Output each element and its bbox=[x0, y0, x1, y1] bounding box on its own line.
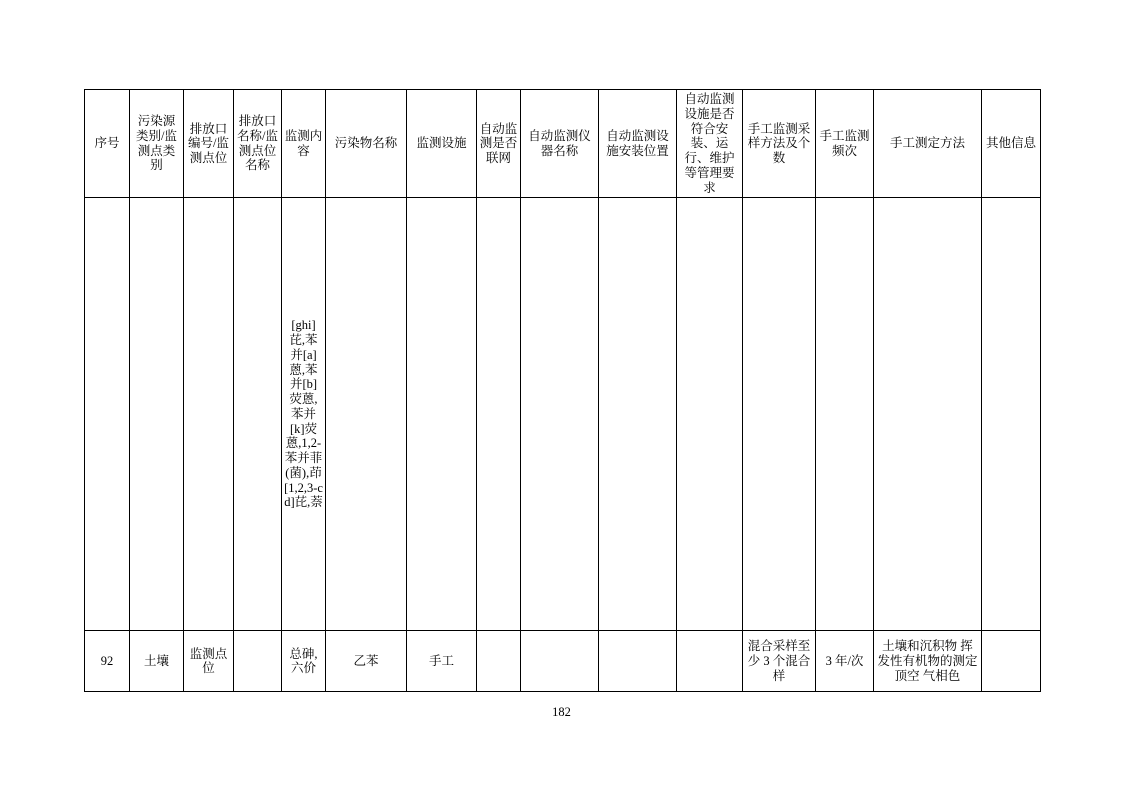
column-header-monitor-content: 监测内容 bbox=[282, 90, 326, 198]
cell-index bbox=[85, 198, 130, 631]
cell-pollutant-name bbox=[326, 198, 407, 631]
column-header-manual-method: 手工测定方法 bbox=[874, 90, 982, 198]
cell-monitor-content: 总砷,六价 bbox=[282, 631, 326, 692]
column-header-index: 序号 bbox=[85, 90, 130, 198]
cell-manual-frequency bbox=[816, 198, 874, 631]
cell-manual-method bbox=[874, 198, 982, 631]
monitoring-requirements-table bbox=[84, 89, 1041, 692]
cell-auto-device-name bbox=[521, 631, 599, 692]
cell-auto-compliance bbox=[677, 198, 743, 631]
column-header-auto-compliance: 自动监测设施是否符合安装、运行、维护等管理要求 bbox=[677, 90, 743, 198]
cell-manual-method: 土壤和沉积物 挥发性有机物的测定 顶空 气相色 bbox=[874, 631, 982, 692]
cell-auto-compliance bbox=[677, 631, 743, 692]
column-header-auto-install-location: 自动监测设施安装位置 bbox=[599, 90, 677, 198]
table-row bbox=[85, 198, 1041, 631]
page-number: 182 bbox=[552, 705, 571, 719]
cell-manual-sampling bbox=[743, 198, 816, 631]
column-header-auto-device-name: 自动监测仪器名称 bbox=[521, 90, 599, 198]
cell-auto-networked bbox=[477, 631, 521, 692]
column-header-manual-frequency: 手工监测频次 bbox=[816, 90, 874, 198]
table-row bbox=[85, 631, 1041, 692]
column-header-auto-networked: 自动监测是否联网 bbox=[477, 90, 521, 198]
cell-other-info bbox=[982, 631, 1041, 692]
cell-monitor-facility bbox=[407, 198, 477, 631]
column-header-monitor-facility: 监测设施 bbox=[407, 90, 477, 198]
cell-source-category bbox=[130, 198, 184, 631]
cell-source-category: 土壤 bbox=[130, 631, 184, 692]
cell-auto-install-location bbox=[599, 631, 677, 692]
cell-monitor-facility: 手工 bbox=[407, 631, 477, 692]
cell-outlet-name bbox=[234, 198, 282, 631]
cell-manual-sampling: 混合采样至少 3 个混合样 bbox=[743, 631, 816, 692]
cell-auto-device-name bbox=[521, 198, 599, 631]
column-header-source-category: 污染源类别/监测点类别 bbox=[130, 90, 184, 198]
column-header-other-info: 其他信息 bbox=[982, 90, 1041, 198]
cell-other-info bbox=[982, 198, 1041, 631]
column-header-manual-sampling: 手工监测采样方法及个数 bbox=[743, 90, 816, 198]
cell-auto-networked bbox=[477, 198, 521, 631]
cell-monitor-content: [ghi]芘,苯并[a]蒽,苯并[b]荧蒽,苯并[k]荧蒽,1,2-苯并菲(菌),茚[1,2,3-cd]芘,萘 bbox=[282, 198, 326, 631]
cell-index: 92 bbox=[85, 631, 130, 692]
cell-manual-frequency: 3 年/次 bbox=[816, 631, 874, 692]
table-header-row bbox=[85, 90, 1041, 198]
cell-outlet-name bbox=[234, 631, 282, 692]
cell-outlet-code: 监测点位 bbox=[184, 631, 234, 692]
cell-auto-install-location bbox=[599, 198, 677, 631]
column-header-outlet-code: 排放口编号/监测点位 bbox=[184, 90, 234, 198]
cell-pollutant-name: 乙苯 bbox=[326, 631, 407, 692]
cell-outlet-code bbox=[184, 198, 234, 631]
column-header-outlet-name: 排放口名称/监测点位名称 bbox=[234, 90, 282, 198]
column-header-pollutant-name: 污染物名称 bbox=[326, 90, 407, 198]
